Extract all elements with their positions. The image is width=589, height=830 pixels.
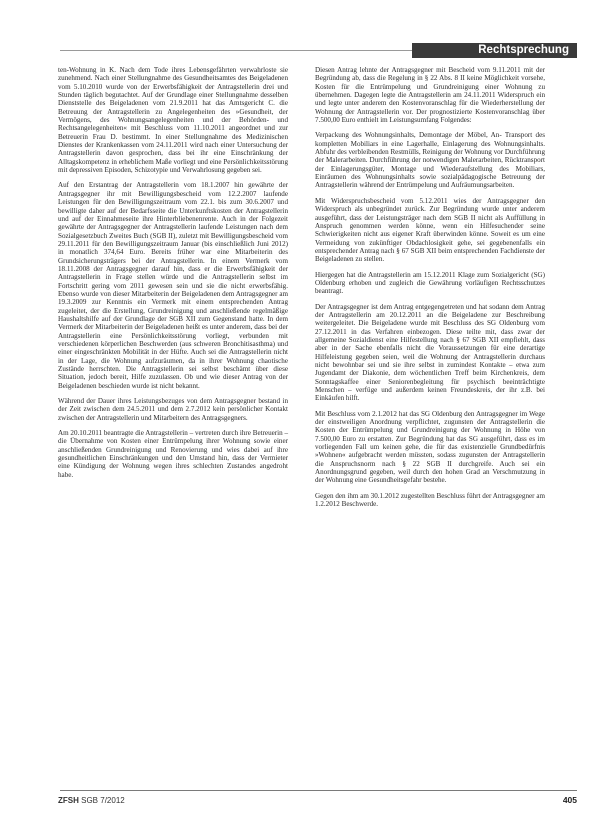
footer-rule <box>60 790 577 791</box>
section-header-bar <box>412 43 577 58</box>
paragraph: Diesen Antrag lehnte der Antragsgegner mit Bescheid vom 9.11.2011 mit der Begründung ab, dass die Regelung in § 22 Abs. 8 II keine Möglichkeit vorsehe, Kosten für die Entrümpelung und Grundreinigung einer Wohnung zu übernehmen. Dagegen legte die Antragstellerin am 24.11.2011 Widerspruch ein und legte unter anderem den Kostenvoranschlag für die Wiederherstellung der Wohnung der Antragstellerin vor. Der prognostizierte Kostenvoranschlag über 7.500,00 Euro enthielt im Leistungsumfang Folgendes: <box>315 66 545 125</box>
journal-issue: SGB 7/2012 <box>81 796 125 805</box>
journal-name: ZFSH <box>58 796 79 805</box>
paragraph: Verpackung des Wohnungsinhalts, Demontage der Möbel, An- Transport des kompletten Mobiliars in eine Lagerhalle, Einlagerung des Wohnungsinhalts. Abfuhr des verbleibenden Restmülls, Reinigung der Wohnung vor Durchführung der Malerarbeiten. Durchführung der notwendigen Malerarbeiten, Rücktransport der Einlagerungsgüter, Montage und Wiederaufstellung des Mobiliars, Einräumen des Wohnungsinhalts sowie sozialpädagogische Betreuung der Antragstellerin während der Entrümpelung und Aufräumungsarbeiten. <box>315 131 545 190</box>
header-rule <box>60 50 412 51</box>
paragraph: Während der Dauer ihres Leistungsbezuges von dem Antragsgegner bestand in der Zeit zwischen dem 24.5.2011 und dem 2.7.2012 kein persönlicher Kontakt zwischen der Antragstellerin und Mitarbeitern des Antragsgegners. <box>58 397 288 422</box>
right-column <box>315 66 545 516</box>
paragraph: Auf den Erstantrag der Antragstellerin vom 18.1.2007 hin gewährte der Antragsgegner ihr mit Bewilligungsbescheid vom 12.2.2007 laufende Leistungen für den Bewilligungszeitraum vom 22.1. bis zum 30.6.2007 und bewilligte daher auf der Bedarfsseite die Unterkunftskosten der Antragstellerin und auf der Einnahmeseite ihre Hinterbliebenenrente. Auch in der Folgezeit gewährte der Antragsgegner der Antragstellerin laufende Leistungen nach dem Sozialgesetzbuch Zweites Buch (SGB II), zuletzt mit Bewilligungsbescheid vom 29.11.2011 für den Bewilligungszeitraum Januar (bis einschließlich Juni 2012) in monatlich 374,64 Euro. Bereits früher war eine Mitarbeiterin des Grundsicherungsträgers bei der Antragstellerin. In einem Vermerk vom 18.11.2008 der Antragsgegner darauf hin, dass er die Erwerbsfähigkeit der Antragstellerin in Frage stellen würde und die Antragstellerin selbst im Fortschritt gering vom 2011 gewesen sein und sie die nicht erwerbsfähig. Ebenso wurde von dieser Mitarbeiterin der Beigeladenen dem Antragsgegner am 19.3.2009 zur Kenntnis ein Vermerk mit einem entsprechenden Antrag zugeleitet, der die Erstellung, Grundreinigung und anschließende regelmäßige Haushaltshilfe auf der Grundlage der SGB XII zum Gegenstand hatte. In dem Vermerk der Mitarbeiterin der Beigeladenen heißt es unter anderem, dass bei der Antragstellerin eine Persönlichkeitsstörung vorliegt, verbunden mit verschiedenen körperlichen Beschwerden (aus schweren Bronchitisasthma) und einer eingeschränkten Mobilität in der Hüfte. Auch sei die Antragstellerin nicht in der Lage, die Wohnung aufzuräumen, da in ihrer Wohnung chaotische Zustände herrschten. Die Antragstellerin sei selbst beschämt über diese Situation, jedoch bereit, Hilfe zuzulassen. Ob und wie dieser Antrag von der Beigeladenen beschieden wurde ist nicht bekannt. <box>58 181 288 390</box>
paragraph: Hiergegen hat die Antragstellerin am 15.12.2011 Klage zum Sozialgericht (SG) Oldenburg erhoben und zugleich die Gewährung vorläufigen Rechtsschutzes beantragt. <box>315 270 545 296</box>
paragraph: Der Antragsgegner ist dem Antrag entgegengetreten und hat sodann dem Antrag der Antragstellerin am 20.12.2011 an die Beigeladene zur Beschreibung weitergeleitet. Die Beigeladene wurde mit Beschluss des SG Oldenburg vom 27.12.2011 in das Verfahren einbezogen. Diese teilte mit, dass zwar der allgemeine Sozialdienst eine Hilfestellung nach § 67 SGB XII empfiehlt, dass aber in der Sache ebenfalls nicht die Voraussetzungen für eine derartige Hilfeleistung gegeben seien, weil die Wohnung der Antragstellerin durchaus nicht bewohnbar sei und sie ihre selbst in zumindest Kontakte – etwa zum Jugendamt der Diakonie, dem wöchentlichen Treff beim Kirchenkreis, dem Sonntagskaffee einer Seniorenbegleitung für psychisch beeinträchtigte Menschen – verfüge und außerdem keinen Freundeskreis, der ihr z.B. bei Einkäufen hilft. <box>315 302 545 403</box>
paragraph: Mit Widerspruchsbescheid vom 5.12.2011 wies der Antragsgegner den Widerspruch als unbegründet zurück. Zur Begründung wurde unter anderem ausgeführt, dass der Leistungsträger nach dem SGB II nicht als Auffüllung in Anspruch genommen werden könne, wenn ein Hilfesuchender seine Schwierigkeiten nicht aus eigener Kraft überwinden könne. Soweit es um eine Vermeidung von zukünftiger Obdachlosigkeit gehe, sei gegebenenfalls ein entsprechender Antrag nach § 67 SGB XII beim entsprechenden Fachdienste der Beigeladenen zu stellen. <box>315 196 545 264</box>
left-column <box>58 66 288 486</box>
paragraph: Mit Beschluss vom 2.1.2012 hat das SG Oldenburg den Antragsgegner im Wege der einstweiligen Anordnung verpflichtet, zugunsten der Antragstellerin die Kosten der Entrümpelung und Grundreinigung der Wohnung in Höhe von 7.500,00 Euro zu erstatten. Zur Begründung hat das SG ausgeführt, dass es im vorliegenden Fall um keinen gehe, die für das existenzielle Grundbedürfnis »Wohnen« aufgebracht werden müssten, sodass zugunsten der Antragstellerin die Anspruchsnorm nach § 22 SGB II durchgreife. Auch sei ein Anordnungsgrund gegeben, weil durch den hohen Grad an Verschmutzung in der Wohnung eine Gesundheitsgefahr bestehe. <box>315 409 545 485</box>
section-title: Rechtsprechung <box>478 44 569 56</box>
paragraph: Am 20.10.2011 beantragte die Antragstellerin – vertreten durch ihre Betreuerin – die Übernahme von Kosten einer Entrümpelung ihrer Wohnung sowie einer anschließenden Grundreinigung und Renovierung und wies dabei auf ihre gesundheitlichen Einschränkungen und den Umstand hin, dass der Vermieter eine Kündigung der Wohnung wegen ihres schlechten Zustandes angedroht habe. <box>58 429 288 479</box>
paragraph: ten-Wohnung in K. Nach dem Tode ihres Lebensgefährten verwahrloste sie zunehmend. Nach einer Stellungnahme des Gesundheitsamtes des Beigeladenen vom 5.10.2010 wurde von der Erwerbsfähigkeit der Antragstellerin drei und Stunden täglich begutachtet. Auf der Grundlage einer Stellungnahme desselben Dienststelle des Beigeladenen vom 21.9.2011 hat das Amtsgericht C. die Betreuung der Antragstellerin zu Angelegenheiten des »Gesundheit, der Vermögens, des Wohnungsangelegenheiten und der Behörden- und Rechtsangelegenheiten« mit Beschluss vom 11.10.2011 angeordnet und zur Betreuerin Frau D. bestimmt. In einer Stellungnahme des Medizinischen Dienstes der Krankenkassen vom 24.11.2011 wird nach einer Untersuchung der Antragstellerin davon gesprochen, dass bei ihr eine Einschränkung der Alltagskompetenz in erheblichem Maße vorliegt und eine Persönlichkeitsstörung mit depressiven Episoden, Schizotypie und Verwahrlosung gegeben sei. <box>58 66 288 175</box>
footer-journal <box>58 796 125 805</box>
page-number: 405 <box>562 795 577 805</box>
paragraph: Gegen den ihm am 30.1.2012 zugestellten Beschluss führt der Antragsgegner am 1.2.2012 Beschwerde. <box>315 491 545 509</box>
